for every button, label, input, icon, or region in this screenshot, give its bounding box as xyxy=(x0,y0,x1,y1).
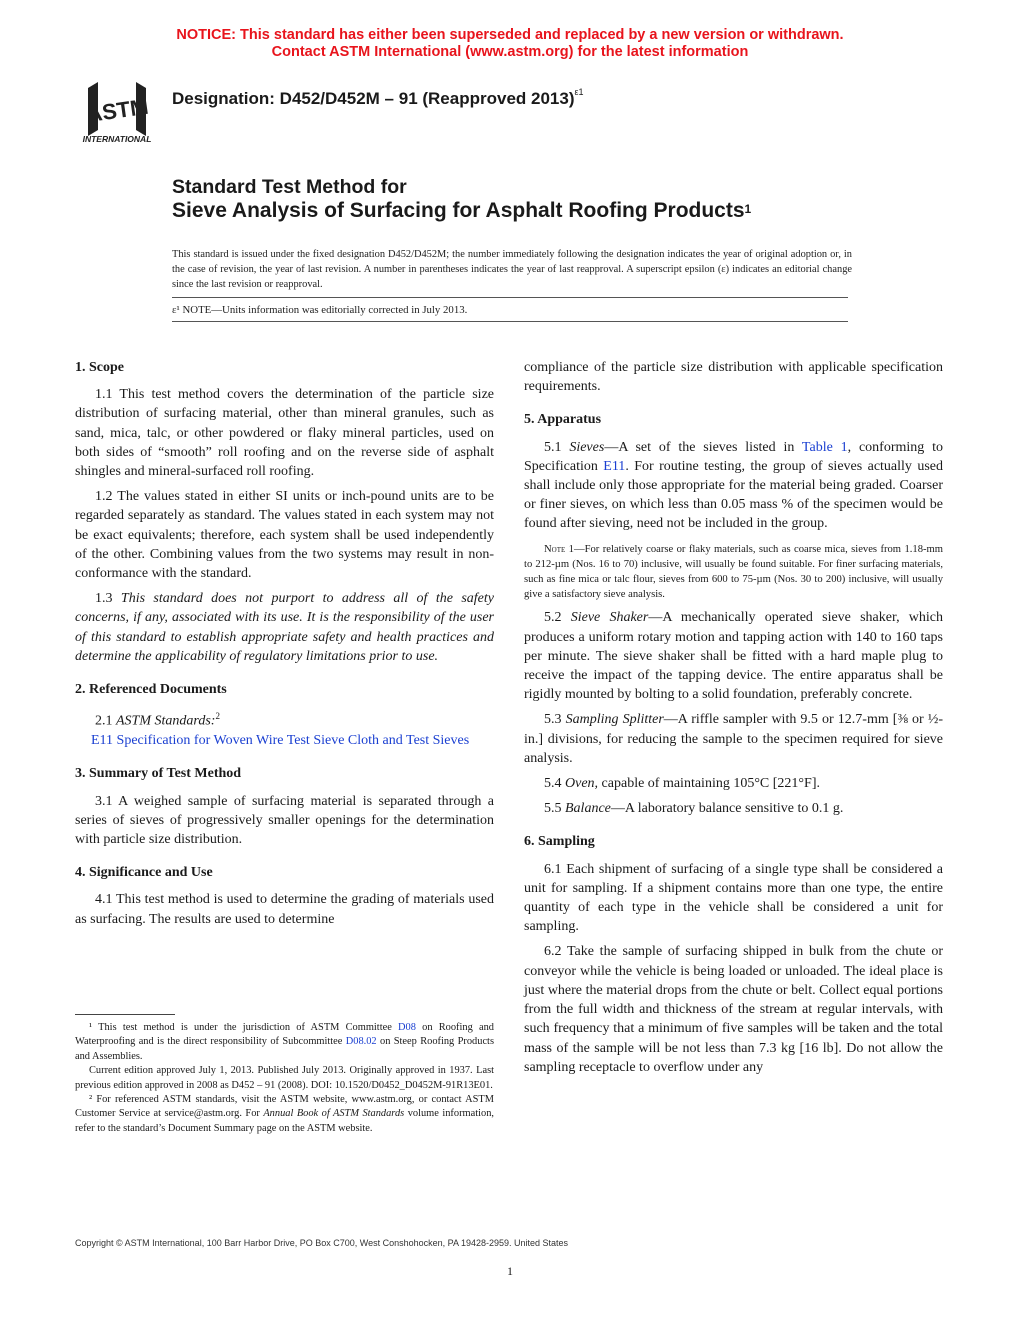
table-1-link[interactable]: Table 1 xyxy=(801,439,848,455)
footnotes xyxy=(75,1021,494,1136)
para-1-2: 1.2 The values stated in either SI units or inch-pound units are to be regarded separately as standard. The values stated in each system may not be exact equivalents; therefore, each system shall be used independently of the other. Combining values from the two systems may result in non-conformance with the standard. xyxy=(75,489,494,582)
para-4-1-continued: compliance of the particle size distribution with applicable specification requirements. xyxy=(524,360,943,395)
right-column xyxy=(524,358,943,1077)
title-line-2: Sieve Analysis of Surfacing for Asphalt Roofing Products$^1$ xyxy=(172,199,752,222)
para-5-4: 5.4 Oven, capable of maintaining 105°C [221°F]. xyxy=(544,776,820,792)
para-1-3: 1.3 This standard does not purport to address all of the safety concerns, if any, associated with its use. It is the responsibility of the user of this standard to establish appropriate safety and health practices and determine the applicability of regulatory limitations prior to use. xyxy=(75,591,494,664)
subcommittee-d08-02-link[interactable]: D08.02 xyxy=(345,1036,377,1048)
para-1-1: 1.1 This test method covers the determination of the particle size distribution of surfacing material, other than mineral granules, such as sand, mica, talc, or other powdered or flaky mineral particles, used on both sides of “smooth” roll roofing and on the reverse side of asphalt shingles and mineral-surfaced roll roofing. xyxy=(75,387,494,480)
header-rule-top xyxy=(172,297,848,298)
notice-line-2: Contact ASTM International (www.astm.org) for the latest information xyxy=(271,43,749,60)
page-number: 1 xyxy=(507,1264,513,1278)
para-2-1: 2.1 ASTM Standards:$^2$ xyxy=(95,711,220,729)
footnote-1: ¹ This test method is under the jurisdiction of ASTM Committee D08 on Roofing and Waterproofing and is the direct responsibility of Subcommittee D08.02 on Steep Roofing Products and Assemblies. xyxy=(75,1022,494,1062)
para-6-1: 6.1 Each shipment of surfacing of a single type shall be considered a unit for sampling. If a shipment contains more than one type, the entire quantity of each type in the vehicle shall be considered a unit for sampling. xyxy=(524,861,943,935)
footnote-2: ² For referenced ASTM standards, visit the ASTM website, www.astm.org, or contact ASTM Customer Service at service@astm.org. For Annual Book of ASTM Standards volume information, refer to the standard’s Document Summary page on the ASTM website. xyxy=(75,1094,494,1134)
section-5-heading: 5. Apparatus xyxy=(524,412,602,428)
section-3-heading: 3. Summary of Test Method xyxy=(75,766,242,782)
safety-statement: This standard does not purport to address all of the safety concerns, if any, associated with its use. It is the responsibility of the user of this standard to establish appropriate safety and health practices and determine the applicability of regulatory limitations prior to use. xyxy=(75,591,494,664)
section-1-heading: 1. Scope xyxy=(75,360,124,375)
document-title xyxy=(172,175,751,223)
ref-title[interactable]: Specification for Woven Wire Test Sieve Cloth and Test Sieves xyxy=(116,733,470,749)
editorial-note: ε¹ NOTE—Units information was editorially corrected in July 2013. xyxy=(172,304,468,316)
ref-code[interactable]: E11 xyxy=(91,733,114,749)
note-1: Note 1—For relatively coarse or flaky materials, such as coarse mica, sieves from 1.18-mm to 212-µm (Nos. 16 to 70) inclusive, will usually be found suitable. For finer surfacing materials, such as fine mica or talc flour, sieves from 600 to 75-µm (Nos. 30 to 200) inclusive, will usually give a satisfactory sieve analysis. xyxy=(524,543,944,601)
para-3-1: 3.1 A weighed sample of surfacing material is separated through a series of sieves of progressively smaller openings for the determination with particle size distribution. xyxy=(75,793,494,847)
left-column xyxy=(75,358,494,929)
header-rule-bottom xyxy=(172,321,848,322)
e11-link[interactable]: E11 xyxy=(603,458,626,474)
designation xyxy=(172,89,584,109)
para-4-1: 4.1 This test method is used to determine the grading of materials used as surfacing. The results are used to determine xyxy=(75,892,494,927)
designation-text: Designation: D452/D452M – 91 (Reapproved 2013) xyxy=(172,89,575,108)
para-5-1: 5.1 Sieves—A set of the sieves listed in Table 1, conforming to Specification E11. For routine testing, the group of sieves actually used shall include only those appropriate for the material being graded. Coarser or finer sieves, on which less than 0.05 mass % of the specimen would be found after sieving, need not be included in the group. xyxy=(524,439,943,532)
section-2-heading: 2. Referenced Documents xyxy=(75,682,227,698)
footnote-1-edition: Current edition approved July 1, 2013. Published July 2013. Originally approved in 1937. Last previous edition approved in 2008 as D452 – 91 (2008). DOI: 10.1520/D0452_D0452M-91R13E01. xyxy=(75,1065,494,1091)
reference-e11-link[interactable] xyxy=(75,731,494,750)
title-line-1: Standard Test Method for xyxy=(172,176,407,198)
logo-subtitle: INTERNATIONAL xyxy=(82,134,152,144)
withdrawn-notice xyxy=(0,27,1020,60)
committee-d08-link[interactable]: D08 xyxy=(398,1022,416,1033)
logo-letters: ASTM xyxy=(84,93,150,128)
issued-statement: This standard is issued under the fixed designation D452/D452M; the number immediately following the designation indicates the year of original adoption or, in the case of revision, the year of last revision. A number in parentheses indicates the year of last reapproval. A superscript epsilon (ε) indicates an editorial change since the last revision or reapproval. xyxy=(172,249,852,290)
copyright: Copyright © ASTM International, 100 Barr Harbor Drive, PO Box C700, West Conshohocken, PA 19428-2959. United States xyxy=(75,1238,569,1248)
notice-line-1: NOTICE: This standard has either been superseded and replaced by a new version or withdrawn. xyxy=(176,27,844,43)
section-6-heading: 6. Sampling xyxy=(524,834,595,850)
para-5-5: 5.5 Balance—A laboratory balance sensitive to 0.1 g. xyxy=(544,801,844,817)
footnote-rule xyxy=(75,1014,175,1015)
title-footnote-mark: 1 xyxy=(744,202,752,216)
designation-epsilon: ε1 xyxy=(574,87,584,97)
para-6-2: 6.2 Take the sample of surfacing shipped in bulk from the chute or conveyor while the vehicle is being loaded or unloaded. The ideal place is just where the material drops from the chute or belt. Collect equal portions from the full width and thickness of the stream at regular intervals, with such frequency that a minimum of five samples will be taken and the total mass of the sample will be not less than 7.3 kg [16 lb]. Do not allow the sampling receptacle to overflow under any xyxy=(524,944,943,1075)
section-4-heading: 4. Significance and Use xyxy=(75,865,213,881)
astm-logo xyxy=(74,78,160,144)
para-5-2: 5.2 Sieve Shaker—A mechanically operated sieve shaker, which produces a uniform rotary motion and tapping action with 140 to 160 taps per minute. The sieve shaker shall be fitted with a hard maple plug to receive the impact of the tapping device. The entire apparatus shall be rigidly mounted by bolting to a solid foundation, preferably concrete. xyxy=(524,610,943,703)
para-5-3: 5.3 Sampling Splitter—A riffle sampler with 9.5 or 12.7-mm [⅜ or ½-in.] divisions, for reducing the sample to the specimen required for sieve analysis. xyxy=(524,712,943,766)
